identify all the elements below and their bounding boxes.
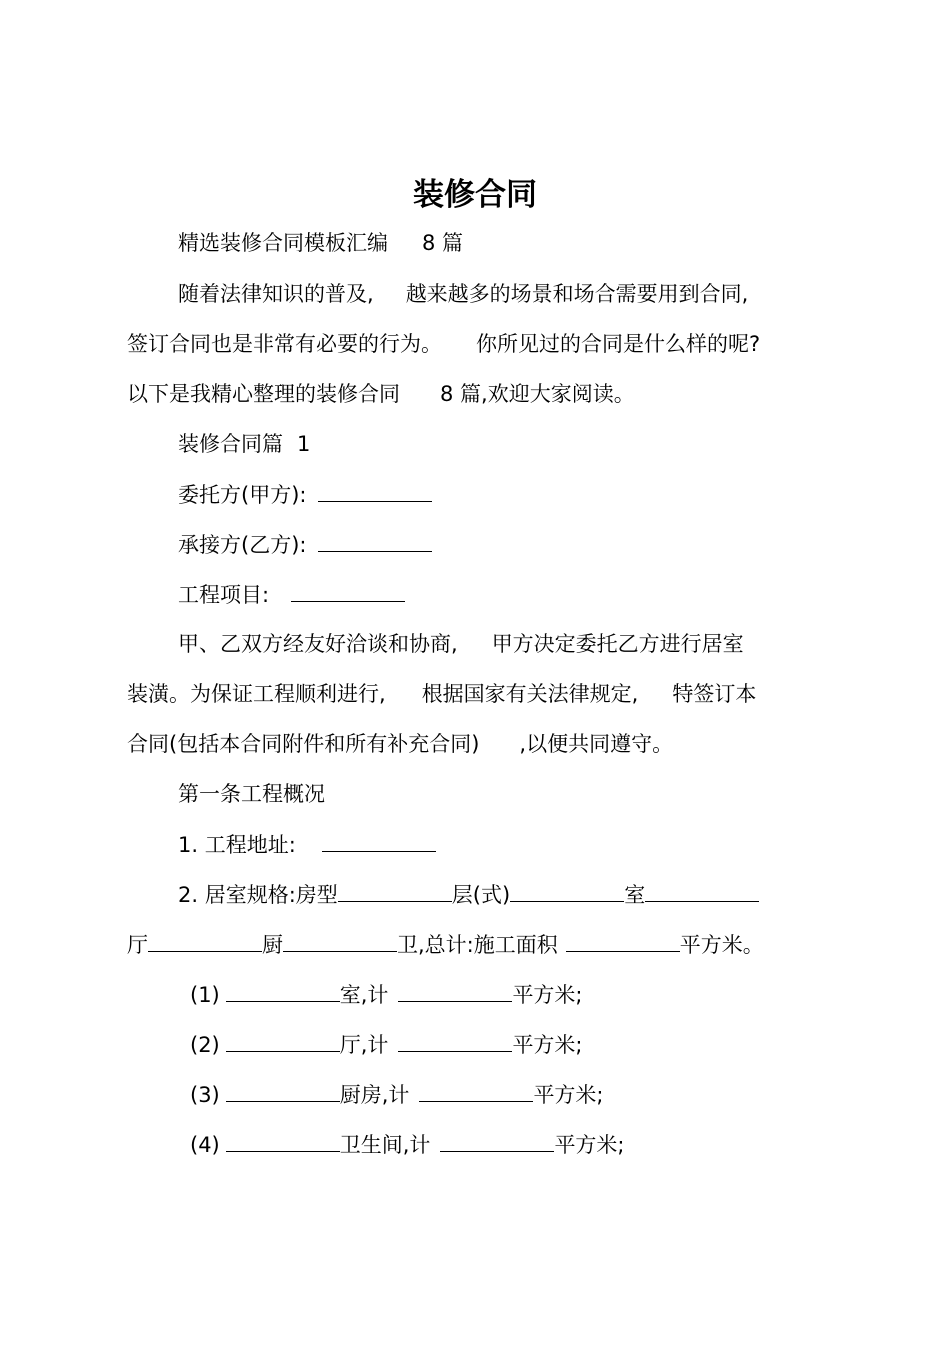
- blank: [226, 1079, 340, 1102]
- client-party-line: [178, 479, 432, 510]
- preamble-text: 装潢。为保证工程顺利进行,: [127, 682, 386, 706]
- subtitle-text: 精选装修合同模板汇编: [178, 231, 388, 255]
- room-spec-line-2: [127, 929, 764, 960]
- intro-line-2: [127, 329, 760, 359]
- section-heading: [178, 429, 310, 459]
- blank: [226, 1129, 340, 1152]
- intro-text: 8 篇,欢迎大家阅读。: [440, 382, 635, 406]
- intro-line-1: [178, 279, 748, 309]
- blank: [566, 929, 680, 952]
- room-item-4: [190, 1129, 625, 1160]
- article-1-heading: 第一条工程概况: [178, 782, 325, 806]
- client-blank: [318, 479, 432, 502]
- room-item-2: [190, 1029, 583, 1060]
- room-spec-text: 平方米。: [679, 933, 764, 957]
- room-item-number: (4): [190, 1133, 220, 1157]
- address-label: 1. 工程地址:: [178, 833, 296, 857]
- room-item-number: (3): [190, 1083, 220, 1107]
- document-title: 装修合同: [413, 177, 537, 213]
- blank: [510, 879, 624, 902]
- subtitle-line: [178, 228, 463, 258]
- blank: [283, 929, 397, 952]
- blank: [398, 1029, 512, 1052]
- subtitle-count: 8 篇: [422, 231, 464, 255]
- preamble-text: 甲、乙双方经友好洽谈和协商,: [178, 632, 458, 656]
- address-line: [178, 829, 436, 860]
- blank: [440, 1129, 554, 1152]
- preamble-text: 根据国家有关法律规定,: [421, 682, 639, 706]
- intro-text: 你所见过的合同是什么样的呢?: [476, 332, 761, 356]
- room-spec-text: 层(式): [451, 883, 511, 907]
- project-blank: [291, 579, 405, 602]
- address-blank: [322, 829, 436, 852]
- room-item-1: [190, 979, 583, 1010]
- intro-line-3: [127, 379, 635, 409]
- preamble-text: 合同(包括本合同附件和所有补充合同): [127, 732, 480, 756]
- blank: [419, 1079, 533, 1102]
- room-item-unit: 平方米;: [554, 1133, 625, 1157]
- blank: [226, 979, 340, 1002]
- room-item-label: 厅,计: [339, 1033, 389, 1057]
- room-item-unit: 平方米;: [512, 983, 583, 1007]
- preamble-line-3: [127, 729, 673, 759]
- contractor-blank: [318, 529, 432, 552]
- blank: [645, 879, 759, 902]
- room-item-number: (1): [190, 983, 220, 1007]
- room-item-label: 室,计: [339, 983, 389, 1007]
- room-item-number: (2): [190, 1033, 220, 1057]
- room-item-unit: 平方米;: [512, 1033, 583, 1057]
- room-spec-text: 2. 居室规格:房型: [178, 883, 338, 907]
- room-item-label: 卫生间,计: [339, 1133, 431, 1157]
- blank: [398, 979, 512, 1002]
- room-item-3: [190, 1079, 604, 1110]
- section-heading-text: 装修合同篇: [178, 432, 283, 456]
- intro-text: 以下是我精心整理的装修合同: [127, 382, 400, 406]
- room-spec-text: 厅: [127, 933, 148, 957]
- preamble-line-1: [178, 629, 744, 659]
- blank: [338, 879, 452, 902]
- project-line: [178, 579, 405, 610]
- room-spec-text: 厨: [262, 933, 283, 957]
- room-spec-text: 卫,总计:施工面积: [397, 933, 558, 957]
- intro-text: 签订合同也是非常有必要的行为。: [127, 332, 442, 356]
- room-item-unit: 平方米;: [533, 1083, 604, 1107]
- section-number: 1: [297, 432, 311, 456]
- contractor-label: 承接方(乙方):: [178, 533, 307, 557]
- room-spec-line-1: [178, 879, 759, 910]
- blank: [226, 1029, 340, 1052]
- contractor-party-line: [178, 529, 432, 560]
- preamble-text: 甲方决定委托乙方进行居室: [491, 632, 744, 656]
- project-label: 工程项目:: [178, 583, 270, 607]
- client-label: 委托方(甲方):: [178, 483, 307, 507]
- room-spec-text: 室: [624, 883, 646, 907]
- preamble-line-2: [127, 679, 756, 709]
- blank: [148, 929, 262, 952]
- intro-text: 越来越多的场景和场合需要用到合同,: [405, 282, 749, 306]
- preamble-text: 特签订本: [672, 682, 757, 706]
- room-item-label: 厨房,计: [339, 1083, 410, 1107]
- preamble-text: ,以便共同遵守。: [519, 732, 674, 756]
- intro-text: 随着法律知识的普及,: [178, 282, 374, 306]
